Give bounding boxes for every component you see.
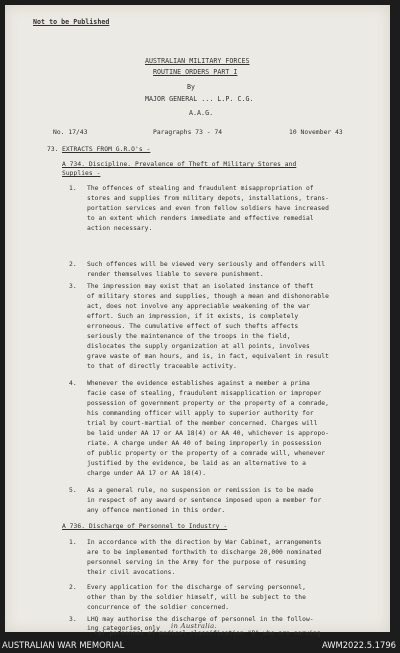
paragraph-line: concurrence of the soldier concerned.	[87, 604, 230, 611]
subsection-a-heading-line-2: Supplies -	[62, 170, 101, 177]
paragraph-number: 2.	[69, 584, 77, 591]
paragraph-number: 3.	[69, 283, 77, 290]
paragraph-line: facie case of stealing, fraudulent misapplication or improper	[87, 390, 322, 397]
paragraph-number: 3.	[69, 616, 77, 623]
paragraph-line: dislocates the supply organization at all points, involves	[87, 343, 310, 350]
paragraph-number: 4.	[69, 380, 77, 387]
paragraph-line: Whenever the evidence establishes against a member a prima	[87, 380, 310, 387]
subsection-a-heading-line-1: A 734. Discipline. Prevalence of Theft of Military Stores and	[62, 161, 297, 168]
paragraph-line: his commanding officer will apply to superior authority for	[87, 410, 314, 417]
paragraph-line: Such offences will be viewed very seriously and offenders will	[87, 261, 326, 268]
paragraph-line: (a) personnel of medical classification "B" who are serving	[94, 630, 321, 637]
paragraph-line: other than by the soldier himself, will be subject to the	[87, 594, 306, 601]
archive-source: AUSTRALIAN WAR MEMORIAL	[2, 640, 125, 650]
paragraph-line: any offence mentioned in this order.	[87, 507, 226, 514]
document-page	[5, 5, 390, 632]
paragraph-line: trial by court-martial of the member concerned. Charges will	[87, 420, 318, 427]
handwritten-insert: in Australia.	[171, 622, 217, 630]
series-title: ROUTINE ORDERS PART I	[153, 68, 238, 76]
paragraph-line: to an extent which renders immediate and effective remedial	[87, 215, 314, 222]
paragraph-line: In accordance with the direction by War Cabinet, arrangements	[87, 539, 322, 546]
paragraph-line: be laid under AA 17 or AA 18(4) or AA 40, whichever is appropo-	[87, 430, 329, 437]
paragraph-number: 1.	[69, 185, 77, 192]
paragraph-line: possession of government property or the property of a comrade,	[87, 400, 329, 407]
force-title: AUSTRALIAN MILITARY FORCES	[145, 57, 250, 65]
paragraph-line: portation services and even from fellow soldiers have increased	[87, 205, 329, 212]
paragraph-line: As a general rule, no suspension or remission is to be made	[87, 487, 314, 494]
paragraph-line: act, does not involve any appreciable weakening of the war	[87, 303, 310, 310]
paragraph-line: The impression may exist that an isolated instance of theft	[87, 283, 314, 290]
paragraph-line: The offences of stealing and fraudulent misappropriation of	[87, 185, 314, 192]
paragraph-line: seriously the maintenance of the troops in the field,	[87, 333, 291, 340]
paragraph-number: 5.	[69, 487, 77, 494]
paragraph-line: personnel serving in the Army for the purpose of resuming	[87, 559, 306, 566]
paragraph-line: to that of directly traceable activity.	[87, 363, 237, 370]
paragraph-line: charge under AA 17 or AA 18(4).	[87, 470, 207, 477]
subsection-b-heading: A 736. Discharge of Personnel to Industry -	[62, 523, 228, 530]
paragraph-line: effort. Such an impression, if it exists, is completely	[87, 313, 299, 320]
paragraph-line: of public property or the property of a comrade will, whenever	[87, 450, 326, 457]
paragraph-line: their civil avocations.	[87, 569, 176, 576]
section-title: EXTRACTS FROM G.R.O's -	[62, 146, 151, 153]
paragraph-number: 2.	[69, 261, 77, 268]
office-line: A.A.G.	[189, 109, 214, 117]
paragraph-line: render themselves liable to severe punishment.	[87, 271, 264, 278]
paragraph-line: Every application for the discharge of serving personnel,	[87, 584, 306, 591]
paragraph-line: of military stores and supplies, though a mean and dishonorable	[87, 293, 329, 300]
paragraph-line: in respect of any award or sentence imposed upon a member for	[87, 497, 322, 504]
paragraph-line: justified by the evidence, be laid as an alternative to a	[87, 460, 306, 467]
paragraph-line: stores and supplies from military depots, installations, trans-	[87, 195, 329, 202]
section-number: 73.	[47, 146, 59, 153]
author-line: MAJOR GENERAL ... L.P. C.G.	[145, 95, 254, 103]
paragraph-line: ing categories only	[87, 625, 160, 632]
paragraph-line: riate. A charge under AA 40 of being improperly in possession	[87, 440, 322, 447]
accession-number: AWM2022.5.1796	[321, 640, 396, 650]
paragraph-line: action necessary.	[87, 225, 153, 232]
order-number: No. 17/43	[53, 129, 88, 136]
paragraph-line: erroneous. The cumulative effect of such thefts affects	[87, 323, 299, 330]
paragraph-number: 1.	[69, 539, 77, 546]
paragraph-line: are to be implemented forthwith to discharge 20,000 nominated	[87, 549, 322, 556]
paragraph-line: grave waste of man hours, and is, in fact, equivalent in result	[87, 353, 329, 360]
order-date: 10 November 43	[289, 129, 343, 136]
restriction-notice: Not to be Published	[33, 18, 110, 26]
paragraph-range: Paragraphs 73 - 74	[153, 129, 223, 136]
paragraph-line: LHQ may authorise the discharge of personnel in the follow-	[87, 616, 314, 623]
archive-footer	[0, 639, 400, 653]
by-line: By	[187, 83, 196, 91]
